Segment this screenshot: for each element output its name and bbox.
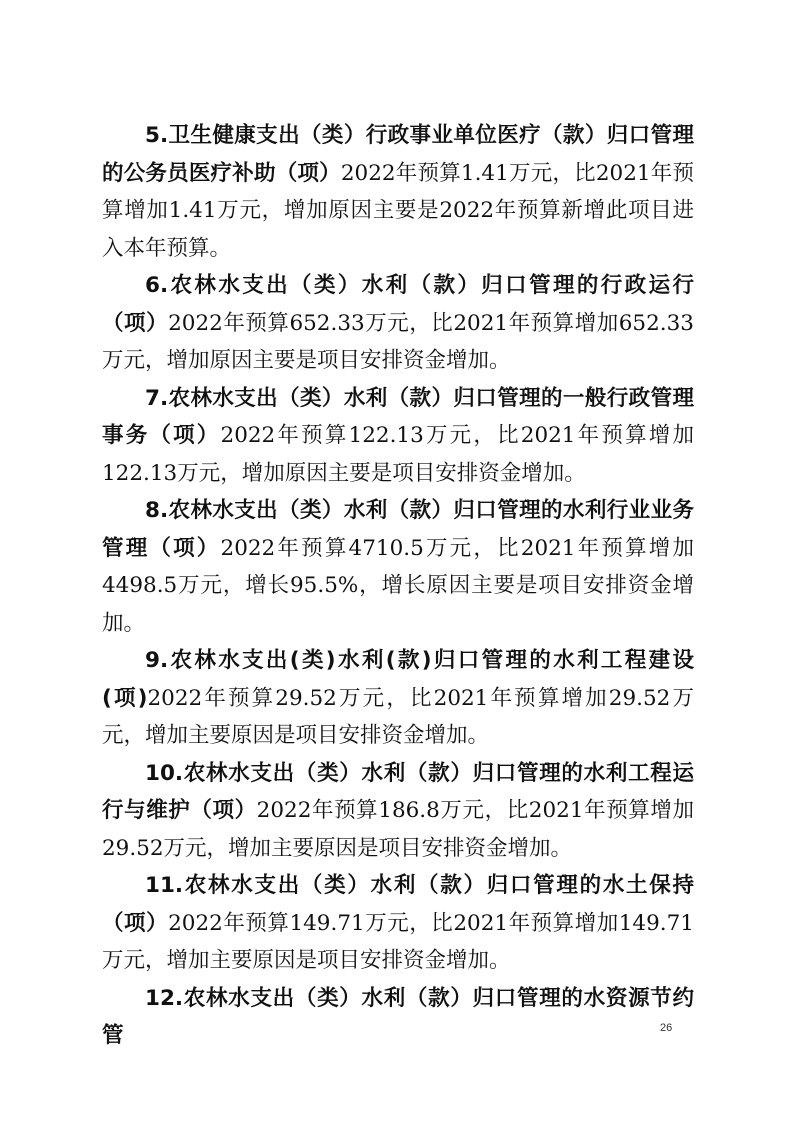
paragraph-text: 2022年预算122.13万元，比2021年预算增加122.13万元，增加原因主要是项目安排资金增加。 (102, 423, 694, 486)
paragraph-heading: 9.农林水支出(类)水利(款)归口管理的水利工程建设(项) (102, 648, 694, 711)
paragraph-7 (102, 380, 694, 493)
paragraph-heading: 10.农林水支出（类）水利（款）归口管理的水利工程运行与维护（项） (102, 760, 694, 823)
paragraph-text: 2022年预算4710.5万元，比2021年预算增加4498.5万元，增长95.5%，增长原因主要是项目安排资金增加。 (102, 535, 694, 636)
paragraph-heading: 6.农林水支出（类）水利（款）归口管理的行政运行（项） (102, 273, 694, 336)
paragraph-heading: 7.农林水支出（类）水利（款）归口管理的一般行政管理事务（项） (102, 385, 694, 448)
paragraph-12 (102, 980, 694, 1055)
paragraph-5 (102, 117, 694, 267)
paragraph-9 (102, 642, 694, 755)
paragraph-text: 2022年预算1.41万元，比2021年预算增加1.41万元，增加原因主要是2022年预算新增此项目进入本年预算。 (102, 160, 694, 261)
paragraph-text: 2022年预算149.71万元，比2021年预算增加149.71万元，增加主要原因是项目安排资金增加。 (102, 910, 694, 973)
page-number: 26 (660, 1022, 673, 1034)
document-body (102, 117, 694, 1055)
paragraph-11 (102, 867, 694, 980)
paragraph-heading: 5.卫生健康支出（类）行政事业单位医疗（款）归口管理的公务员医疗补助（项） (102, 123, 694, 186)
paragraph-text: 2022年预算652.33万元，比2021年预算增加652.33万元，增加原因主要是项目安排资金增加。 (102, 310, 694, 373)
paragraph-text: 2022年预算29.52万元，比2021年预算增加29.52万元，增加主要原因是项目安排资金增加。 (102, 685, 694, 748)
paragraph-heading: 8.农林水支出（类）水利（款）归口管理的水利行业业务管理（项） (102, 498, 694, 561)
paragraph-8 (102, 492, 694, 642)
paragraph-text: 2022年预算186.8万元，比2021年预算增加29.52万元，增加主要原因是项目安排资金增加。 (102, 798, 694, 861)
paragraph-6 (102, 267, 694, 380)
paragraph-10 (102, 755, 694, 868)
paragraph-heading: 12.农林水支出（类）水利（款）归口管理的水资源节约管 (102, 985, 694, 1048)
paragraph-heading: 11.农林水支出（类）水利（款）归口管理的水土保持（项） (102, 873, 694, 936)
